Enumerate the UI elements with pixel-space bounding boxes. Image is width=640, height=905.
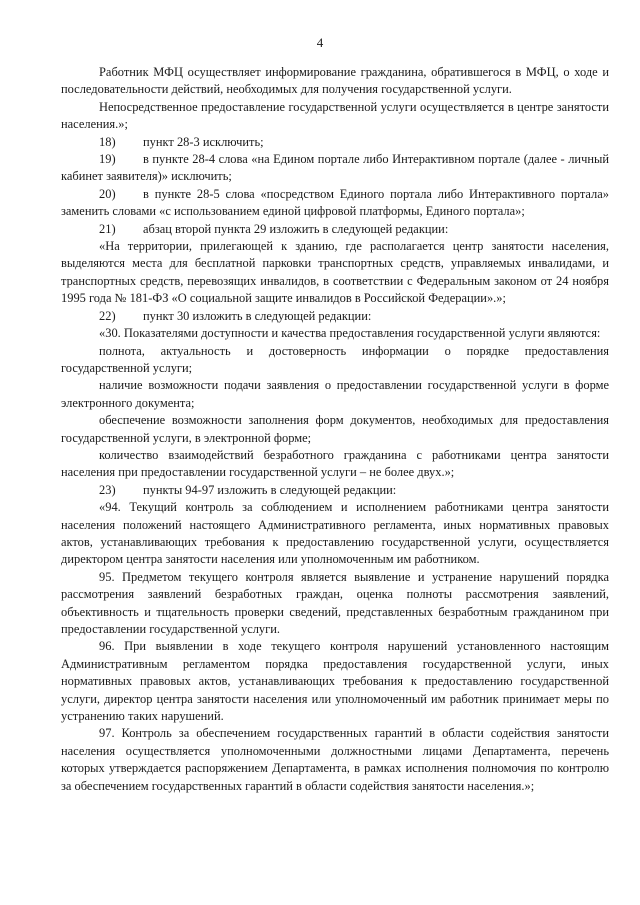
paragraph-text: 96. При выявлении в ходе текущего контроля нарушений установленного настоящим Административным регламентом порядка предоставления государственной услуги, иных нормативных правовых актов, устанавливающих требования к предоставлению государственной услуги, директор центра занятости населения или уполномоченный им работник принимает меры по устранению таких нарушений.: [61, 639, 609, 724]
paragraph: [61, 412, 609, 447]
document-body: [61, 64, 609, 795]
paragraph: [61, 343, 609, 378]
paragraph: [61, 569, 609, 639]
paragraph: [61, 499, 609, 569]
page-number: 4: [316, 35, 324, 50]
paragraph-text: Непосредственное предоставление государственной услуги осуществляется в центре занятости населения.»;: [61, 99, 609, 132]
paragraph-text: количество взаимодействий безработного гражданина с работниками центра занятости населения при предоставлении государственной услуги – не более двух.»;: [61, 447, 609, 480]
list-item: [61, 308, 609, 325]
paragraph: [61, 377, 609, 412]
paragraph-text: наличие возможности подачи заявления о предоставлении государственной услуги в форме электронного документа;: [61, 378, 609, 410]
paragraph-text: обеспечение возможности заполнения форм документов, необходимых для предоставления государственной услуги, в электронной форме;: [61, 413, 609, 445]
list-item-number: 20): [99, 186, 116, 201]
list-item-text: абзац второй пункта 29 изложить в следующей редакции:: [143, 221, 449, 236]
list-item-number: 23): [99, 482, 116, 497]
paragraph: [61, 725, 609, 795]
paragraph-text: 95. Предметом текущего контроля является выявление и устранение нарушений порядка рассмотрения заявлений безработных граждан, оценка полноты рассмотрения заявлений, объективность и тщательность проверки сведений, представленных безработным гражданином при предоставлении государственной услуги.: [61, 569, 609, 636]
list-item-number: 18): [99, 134, 116, 149]
paragraph: [61, 447, 609, 482]
list-item: [61, 482, 609, 499]
paragraph: [61, 64, 609, 99]
list-item-number: 21): [99, 221, 116, 236]
paragraph-text: «30. Показателями доступности и качества предоставления государственной услуги являются:: [99, 326, 601, 341]
paragraph-text: 97. Контроль за обеспечением государственных гарантий в области содействия занятости населения осуществляется уполномоченными должностными лицами Департамента, перечень которых утверждается распоряжением Департамента, в рамках исполнения полномочия по контролю за обеспечением государственных гарантий в области содействия занятости населения.»;: [61, 726, 609, 793]
paragraph-text: «На территории, прилегающей к зданию, где располагается центр занятости населения, выделяются места для бесплатной парковки транспортных средств, управляемых инвалидами, и транспортных средств, перевозящих инвалидов, в соответствии с Федеральным законом от 24 ноября 1995 года № 181-ФЗ «О социальной защите инвалидов в Российской Федерации».»;: [61, 239, 609, 306]
list-item: [61, 134, 609, 151]
paragraph-text: «94. Текущий контроль за соблюдением и исполнением работниками центра занятости населения положений настоящего Административного регламента, иных нормативных правовых актов, устанавливающих требования к предоставлению государственной услуги, осуществляется директором центра занятости населения или уполномоченным им работником.: [61, 500, 609, 567]
list-item-text: пункт 28-3 исключить;: [143, 134, 264, 149]
paragraph: [61, 325, 609, 342]
paragraph: [61, 638, 609, 725]
list-item-text: в пункте 28-4 слова «на Едином портале либо Интерактивном портале (далее - личный кабинет заявителя)» исключить;: [61, 152, 609, 184]
paragraph: [61, 99, 609, 134]
paragraph-text: полнота, актуальность и достоверность информации о порядке предоставления государственной услуги;: [61, 343, 609, 375]
list-item: [61, 221, 609, 238]
list-item-text: в пункте 28-5 слова «посредством Единого портала либо Интерактивного портала» заменить словами «с использованием единой цифровой платформы, Единого портала»;: [61, 186, 609, 219]
list-item: [61, 151, 609, 186]
paragraph-text: Работник МФЦ осуществляет информирование гражданина, обратившегося в МФЦ, о ходе и последовательности действий, необходимых для получения государственной услуги.: [61, 65, 609, 97]
list-item-text: пункт 30 изложить в следующей редакции:: [143, 308, 372, 323]
list-item-text: пункты 94-97 изложить в следующей редакции:: [143, 482, 397, 497]
list-item-number: 22): [99, 308, 116, 323]
paragraph: [61, 238, 609, 308]
list-item: [61, 186, 609, 221]
list-item-number: 19): [99, 152, 116, 167]
